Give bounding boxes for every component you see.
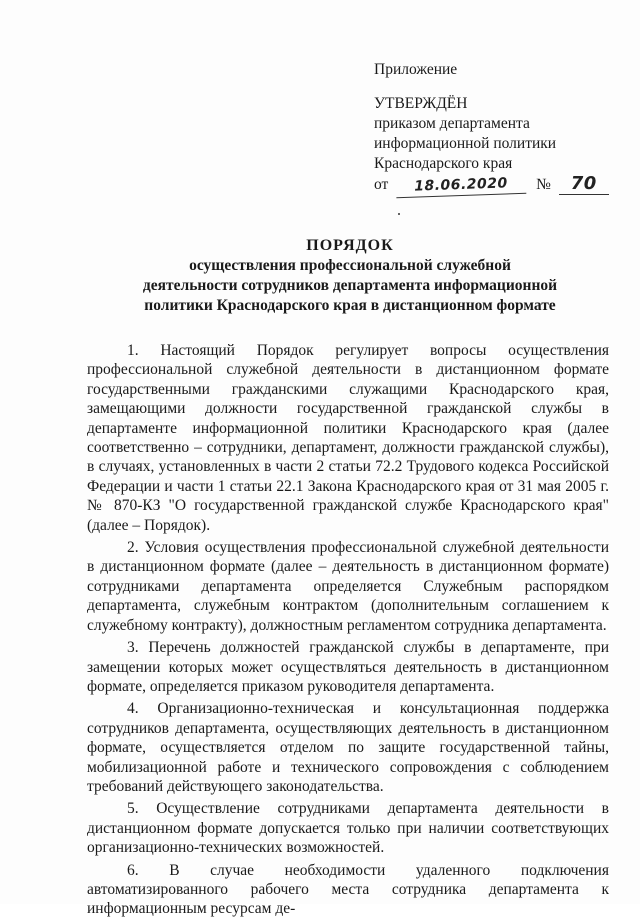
paragraph-4: 4. Организационно-техническая и консультационная поддержка сотрудников департамента, осуществляющих деятельность в дистанционном формате, осуществляется отделом по защите государственной тайны, мобилизационной работе и технического сопровождения с соблюдением требований действующего законодательства. [87, 700, 609, 795]
paragraph-5: 5. Осуществление сотрудниками департамента деятельности в дистанционном формате допускается только при наличии соответствующих организационно-технических возможностей. [87, 800, 609, 857]
approval-line-1: приказом департамента [374, 115, 530, 132]
title-line-2: деятельности сотрудников департамента информационной [142, 277, 558, 294]
paragraph-1: 1. Настоящий Порядок регулирует вопросы осуществления профессиональной служебной деятельности в дистанционном формате государственными гражданскими служащими Краснодарского края, замещающими должности государственной гражданской службы в департаменте информационной политики Краснодарского края (далее соответственно – сотрудники, департамент, должности гражданской службы), в случаях, установленных в части 2 статьи 72.2 Трудового кодекса Российской Федерации и части 1 статьи 22.1 Закона Краснодарского края от 31 мая 2005 г. № 870-КЗ "О государственной гражданской службе Краснодарского края" (далее – Порядок). [87, 342, 609, 534]
approval-line-2: информационной политики [374, 135, 557, 152]
title-line-1: осуществления профессиональной служебной [189, 257, 511, 274]
approval-block [374, 60, 614, 196]
paragraph-6: 6. В случае необходимости удаленного подключения автоматизированного рабочего места сотрудника департамента к информационным ресурсам де- [87, 861, 609, 918]
handwritten-date: 18.06.2020 [396, 173, 527, 199]
appendix-label: Приложение [374, 61, 458, 78]
ink-dot [398, 213, 400, 215]
approval-line-3: Краснодарского края [374, 155, 513, 172]
approved-label: УТВЕРЖДЁН [374, 95, 468, 112]
number-prefix: № [536, 176, 551, 193]
title-line-3: политики Краснодарского края в дистанционном формате [144, 297, 556, 314]
date-prefix: от [374, 176, 389, 193]
document-body [87, 341, 609, 922]
date-number-row [374, 174, 614, 196]
paragraph-2: 2. Условия осуществления профессиональной служебной деятельности в дистанционном формате (далее – деятельность в дистанционном формате) сотрудниками департамента определяется Служебным распорядком департамента, служебным контрактом (дополнительным соглашением к служебному контракту), должностным регламентом сотрудника департамента. [87, 539, 609, 634]
title-heading: ПОРЯДОК [306, 237, 394, 254]
document-title [100, 236, 600, 316]
paragraph-3: 3. Перечень должностей гражданской службы в департаменте, при замещении которых может осуществляться деятельность в дистанционном формате, определяется приказом руководителя департамента. [87, 639, 609, 695]
handwritten-number: 70 [559, 174, 609, 195]
